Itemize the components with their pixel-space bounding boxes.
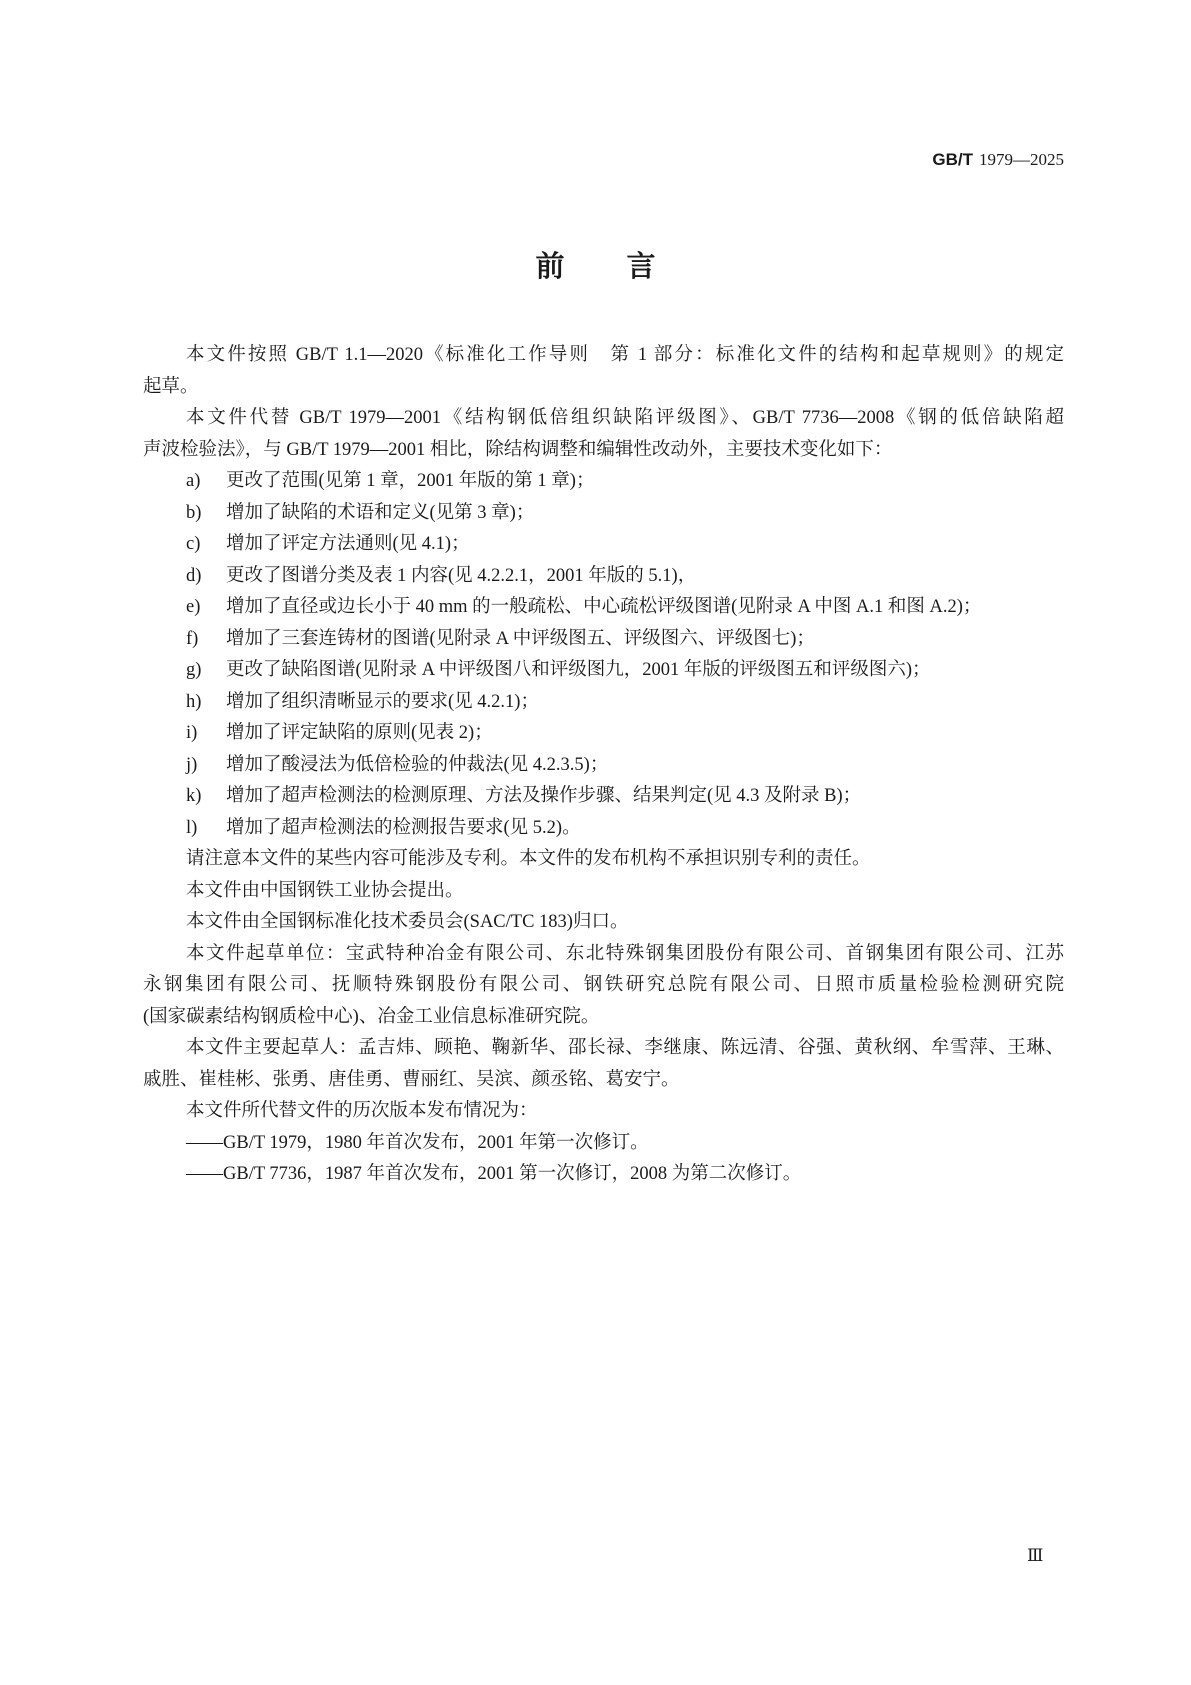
list-text: 增加了直径或边长小于 40 mm 的一般疏松、中心疏松评级图谱(见附录 A 中图 A.1 和图 A.2)；	[226, 597, 982, 617]
change-list-item	[143, 529, 1064, 561]
paragraph-line: 戚胜、崔桂彬、张勇、唐佳勇、曹丽红、吴滨、颜丞铭、葛安宁。	[143, 1069, 680, 1090]
list-text: 增加了评定缺陷的原则(见表 2)；	[226, 723, 493, 743]
change-list-item	[143, 466, 1064, 498]
list-text: 增加了超声检测法的检测报告要求(见 5.2)。	[226, 817, 581, 838]
list-text: 增加了组织清晰显示的要求(见 4.2.1)；	[226, 691, 539, 712]
standard-prefix: GB/T	[932, 150, 973, 169]
paragraph-line: 本文件起草单位：宝武特种冶金有限公司、东北特殊钢集团股份有限公司、首钢集团有限公司、江苏	[186, 943, 1064, 964]
paragraph-line: 起草。	[143, 376, 199, 397]
paragraph-line: 声波检验法》，与 GB/T 1979—2001 相比，除结构调整和编辑性改动外，主要技术变化如下：	[143, 439, 893, 460]
list-text: 增加了酸浸法为低倍检验的仲裁法(见 4.2.3.5)；	[226, 754, 609, 775]
standard-number-header	[932, 150, 1064, 170]
list-text: 增加了缺陷的术语和定义(见第 3 章)；	[226, 502, 535, 523]
list-label: d)	[186, 565, 202, 586]
list-label: g)	[186, 660, 202, 680]
paragraph-line: 本文件主要起草人：孟吉炜、顾艳、鞠新华、邵长禄、李继康、陈远清、谷强、黄秋纲、牟雪萍、王琳、	[186, 1038, 1064, 1058]
list-label: h)	[186, 691, 202, 712]
history-item: ——GB/T 7736，1987 年首次发布，2001 第一次修订，2008 为第二次修订。	[186, 1164, 802, 1184]
list-label: c)	[186, 534, 201, 554]
paragraph-line: 请注意本文件的某些内容可能涉及专利。本文件的发布机构不承担识别专利的责任。	[186, 849, 871, 869]
foreword-body	[143, 340, 1064, 1191]
list-label: i)	[186, 723, 198, 743]
change-list-item	[143, 718, 1064, 750]
change-list-item	[143, 592, 1064, 624]
page-number: Ⅲ	[1027, 1546, 1044, 1565]
change-list-item	[143, 687, 1064, 719]
list-label: j)	[186, 754, 198, 775]
list-label: k)	[186, 786, 202, 806]
list-label: l)	[186, 817, 198, 838]
paragraph-line: 本文件由中国钢铁工业协会提出。	[186, 880, 464, 901]
list-text: 增加了超声检测法的检测原理、方法及操作步骤、结果判定(见 4.3 及附录 B)；	[226, 786, 862, 806]
change-list-item	[143, 813, 1064, 845]
change-list-item	[143, 498, 1064, 530]
paragraph-line: 本文件所代替文件的历次版本发布情况为：	[186, 1101, 538, 1121]
title-char: 前	[535, 249, 565, 283]
title-char: 言	[626, 249, 656, 283]
list-text: 增加了三套连铸材的图谱(见附录 A 中评级图五、评级图六、评级图七)；	[226, 628, 815, 649]
list-label: a)	[186, 471, 201, 491]
change-list-item	[143, 750, 1064, 782]
change-list-item	[143, 781, 1064, 813]
list-label: e)	[186, 597, 201, 617]
paragraph-line: 本文件由全国钢标准化技术委员会(SAC/TC 183)归口。	[186, 912, 629, 932]
paragraph-line: (国家碳素结构钢质检中心)、冶金工业信息标准研究院。	[143, 1006, 600, 1027]
paragraph-line: 本文件按照 GB/T 1.1—2020《标准化工作导则 第 1 部分：标准化文件的结构和起草规则》的规定	[186, 345, 1064, 365]
list-text: 更改了图谱分类及表 1 内容(见 4.2.2.1，2001 年版的 5.1)，	[226, 565, 697, 586]
list-text: 增加了评定方法通则(见 4.1)；	[226, 534, 470, 554]
change-list-item	[143, 655, 1064, 687]
standard-number: 1979—2025	[979, 150, 1064, 169]
list-text: 更改了范围(见第 1 章，2001 年版的第 1 章)；	[226, 471, 595, 491]
list-text: 更改了缺陷图谱(见附录 A 中评级图八和评级图九，2001 年版的评级图五和评级图六)；	[226, 660, 931, 680]
page-title	[0, 244, 1191, 285]
change-list-item	[143, 624, 1064, 656]
paragraph-line: 永钢集团有限公司、抚顺特殊钢股份有限公司、钢铁研究总院有限公司、日照市质量检验检测研究院	[143, 975, 1064, 995]
history-item: ——GB/T 1979，1980 年首次发布，2001 年第一次修订。	[186, 1132, 649, 1153]
change-list-item	[143, 561, 1064, 593]
list-label: b)	[186, 502, 202, 523]
list-label: f)	[186, 628, 199, 649]
paragraph-line: 本文件代替 GB/T 1979—2001《结构钢低倍组织缺陷评级图》、GB/T 7736—2008《钢的低倍缺陷超	[186, 408, 1064, 428]
